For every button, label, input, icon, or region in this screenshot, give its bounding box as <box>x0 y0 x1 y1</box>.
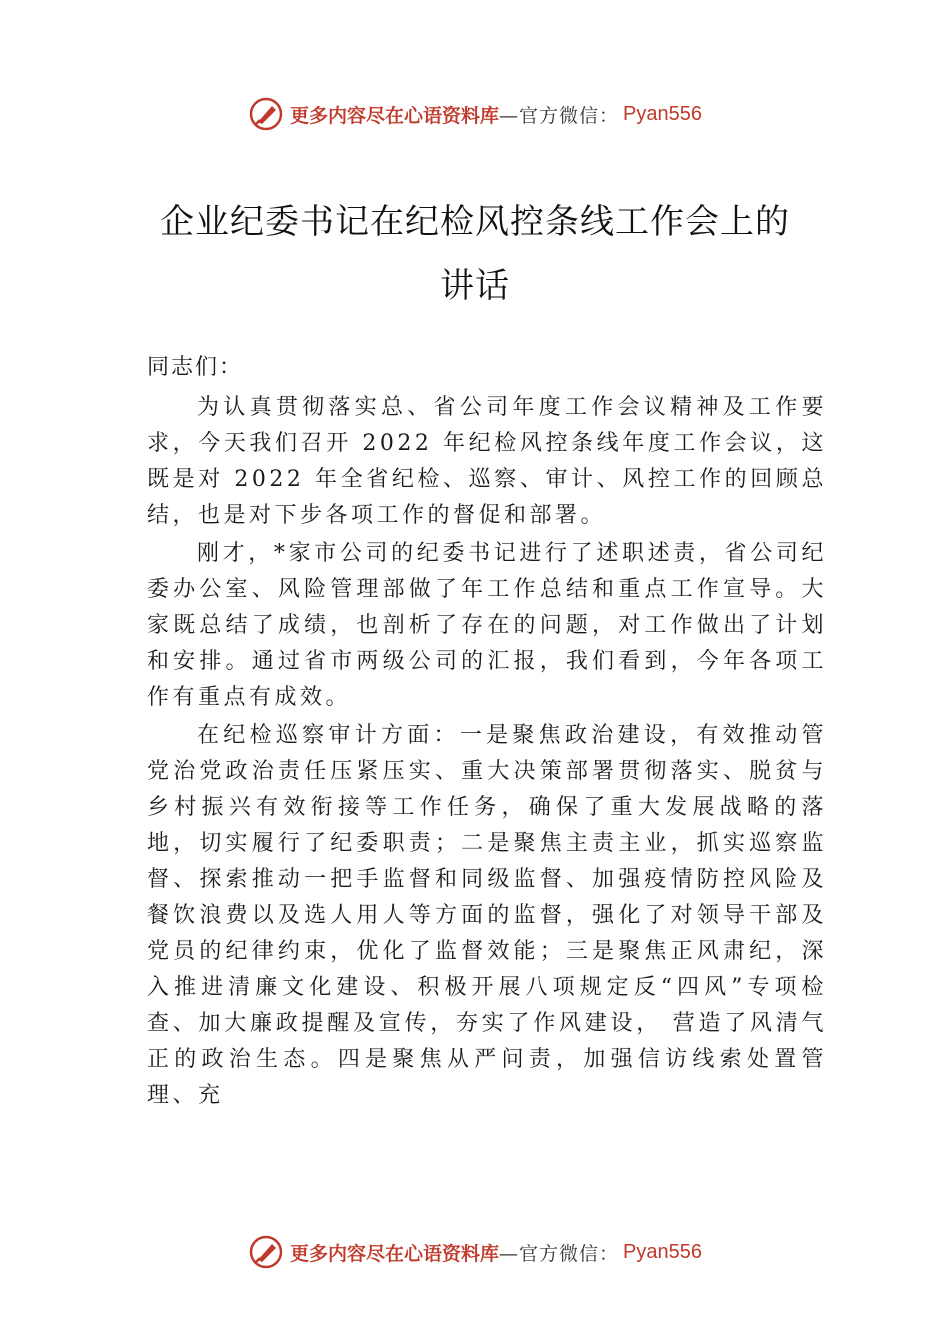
footer-banner <box>0 1232 950 1272</box>
document-title <box>140 190 810 318</box>
banner-brand-text: 更多内容尽在心语资料库 <box>290 1242 500 1265</box>
paragraph: 刚才，*家市公司的纪委书记进行了述职述责，省公司纪委办公室、风险管理部做了年工作总结和重点工作宣导。大家既总结了成绩，也剖析了存在的问题，对工作做出了计划和安排。通过省市两级公司的汇报，我们看到，今年各项工作有重点有成效。 <box>147 541 827 710</box>
banner-wechat-id: Pyan556 <box>623 102 702 125</box>
title-line-1: 企业纪委书记在纪检风控条线工作会上的 <box>160 202 790 242</box>
header-banner <box>0 94 950 134</box>
banner-brand-text: 更多内容尽在心语资料库 <box>290 104 500 127</box>
pen-nib-logo-icon <box>248 96 284 132</box>
banner-wechat-label: —官方微信： <box>499 1242 620 1265</box>
document-body <box>147 350 827 1116</box>
paragraph: 在纪检巡察审计方面：一是聚焦政治建设，有效推动管党治党政治责任压紧压实、重大决策部署贯彻落实、脱贫与乡村振兴有效衔接等工作任务，确保了重大发展战略的落地，切实履行了纪委职责；二是聚焦主责主业，抓实巡察监督、探索推动一把手监督和同级监督、加强疫情防控风险及餐饮浪费以及选人用人等方面的监督，强化了对领导干部及党员的纪律约束，优化了监督效能；三是聚焦正风肃纪，深入推进清廉文化建设、积极开展八项规定反“四风”专项检查、加大廉政提醒及宣传，夯实了作风建设， 营造了风清气正的政治生态。四是聚焦从严问责，加强信访线索处置管理、充 <box>147 723 827 1108</box>
banner-wechat-id: Pyan556 <box>623 1240 702 1263</box>
pen-nib-logo-icon <box>248 1234 284 1270</box>
title-line-2: 讲话 <box>440 266 510 306</box>
banner-wechat-label: —官方微信： <box>499 104 620 127</box>
paragraph: 为认真贯彻落实总、省公司年度工作会议精神及工作要求，今天我们召开 2022 年纪检风控条线年度工作会议，这既是对 2022 年全省纪检、巡察、审计、风控工作的回顾总结，也是对下步各项工作的督促和部署。 <box>147 395 827 528</box>
salutation: 同志们： <box>147 355 244 380</box>
